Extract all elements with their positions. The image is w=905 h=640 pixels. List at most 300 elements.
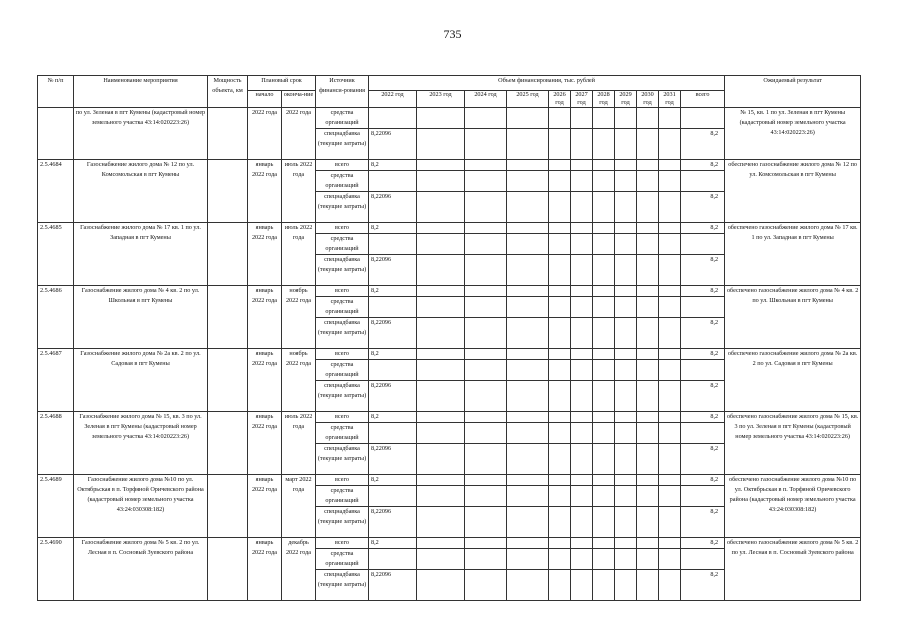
value-total: 8,2 (681, 507, 725, 538)
capacity-cell (208, 475, 248, 538)
header-name: Наименование мероприятия (74, 76, 208, 108)
value-year-empty (593, 360, 615, 381)
value-year-empty (507, 192, 549, 223)
value-year-empty (571, 475, 593, 486)
value-year-empty (615, 507, 637, 538)
value-year-empty (571, 570, 593, 601)
table-row (38, 349, 861, 360)
funding-source: спецнадбавка (текущие затраты) (316, 570, 369, 601)
term-start: январь 2022 года (248, 475, 282, 538)
value-year-empty (659, 234, 681, 255)
value-year-empty (593, 234, 615, 255)
value-year-empty (507, 349, 549, 360)
term-start: январь 2022 года (248, 538, 282, 601)
value-year-empty (465, 486, 507, 507)
header-term-start: начало (248, 91, 282, 108)
value-year-empty (615, 570, 637, 601)
value-year-empty (549, 412, 571, 423)
value-year-empty (637, 349, 659, 360)
value-year-empty (549, 444, 571, 475)
value-year-empty (571, 129, 593, 160)
value-total (681, 297, 725, 318)
funding-source: средства организаций (316, 549, 369, 570)
value-year-empty (417, 297, 465, 318)
value-year-empty (465, 234, 507, 255)
value-year-empty (593, 192, 615, 223)
header-result: Ожидаемый результат (725, 76, 861, 108)
value-year-empty (637, 507, 659, 538)
value-year-empty (571, 486, 593, 507)
value-2022 (369, 234, 417, 255)
value-year-empty (615, 223, 637, 234)
value-total: 8,2 (681, 381, 725, 412)
value-year-empty (417, 381, 465, 412)
value-year-empty (465, 538, 507, 549)
value-year-empty (417, 538, 465, 549)
value-year-empty (571, 192, 593, 223)
funding-source: средства организаций (316, 171, 369, 192)
expected-result: обеспечено газоснабжение жилого дома № 4 кв. 2 по ул. Школьная в пгт Кумены (725, 286, 861, 349)
value-year-empty (571, 108, 593, 129)
value-year-empty (507, 507, 549, 538)
funding-source: спецнадбавка (текущие затраты) (316, 255, 369, 286)
term-start: 2022 года (248, 108, 282, 160)
value-total: 8,2 (681, 318, 725, 349)
value-total: 8,2 (681, 538, 725, 549)
value-year-empty (549, 108, 571, 129)
funding-source: спецнадбавка (текущие затраты) (316, 381, 369, 412)
expected-result: обеспечено газоснабжение жилого дома №10 по ул. Октябрьская в п. Торфяной Оричевского района (кадастровый номер земельного участка 43:24:030308:182) (725, 475, 861, 538)
value-year-empty (507, 171, 549, 192)
value-year-empty (637, 297, 659, 318)
capacity-cell (208, 108, 248, 160)
event-name: Газоснабжение жилого дома № 5 кв. 2 по ул. Лесная в п. Сосновый Зуевского района (74, 538, 208, 601)
value-year-empty (615, 234, 637, 255)
row-number: 2.5.4688 (38, 412, 74, 475)
value-year-empty (637, 318, 659, 349)
capacity-cell (208, 160, 248, 223)
value-year-empty (593, 412, 615, 423)
value-year-empty (507, 475, 549, 486)
header-year: 2027 год (571, 91, 593, 108)
value-year-empty (593, 349, 615, 360)
value-year-empty (571, 549, 593, 570)
value-year-empty (593, 108, 615, 129)
funding-source: всего (316, 475, 369, 486)
value-year-empty (593, 297, 615, 318)
value-total (681, 549, 725, 570)
value-year-empty (571, 412, 593, 423)
value-year-empty (637, 549, 659, 570)
value-year-empty (465, 412, 507, 423)
value-2022: 8,22096 (369, 129, 417, 160)
value-year-empty (659, 412, 681, 423)
term-start: январь 2022 года (248, 223, 282, 286)
value-2022: 8,2 (369, 286, 417, 297)
header-term-end: оконча-ние (282, 91, 316, 108)
value-year-empty (549, 286, 571, 297)
value-year-empty (659, 192, 681, 223)
funding-source: средства организаций (316, 297, 369, 318)
value-year-empty (571, 297, 593, 318)
value-year-empty (507, 286, 549, 297)
value-year-empty (615, 538, 637, 549)
value-year-empty (417, 475, 465, 486)
value-year-empty (637, 108, 659, 129)
value-year-empty (659, 538, 681, 549)
value-year-empty (507, 549, 549, 570)
value-year-empty (417, 255, 465, 286)
funding-source: всего (316, 286, 369, 297)
value-year-empty (637, 475, 659, 486)
header-year: 2029 год (615, 91, 637, 108)
value-year-empty (571, 444, 593, 475)
value-year-empty (417, 349, 465, 360)
value-year-empty (593, 570, 615, 601)
header-year: 2024 год (465, 91, 507, 108)
value-year-empty (549, 160, 571, 171)
value-year-empty (417, 108, 465, 129)
event-name: Газоснабжение жилого дома №10 по ул. Октябрьская в п. Торфяной Оричевского района (кадастровый номер земельного участка 43:24:030308:182) (74, 475, 208, 538)
value-2022: 8,2 (369, 349, 417, 360)
value-year-empty (659, 108, 681, 129)
value-2022: 8,2 (369, 475, 417, 486)
table-row (38, 286, 861, 297)
term-end: ноябрь 2022 года (282, 349, 316, 412)
capacity-cell (208, 349, 248, 412)
value-year-empty (507, 360, 549, 381)
value-year-empty (615, 349, 637, 360)
value-year-empty (615, 486, 637, 507)
term-start: январь 2022 года (248, 412, 282, 475)
value-year-empty (659, 160, 681, 171)
expected-result: обеспечено газоснабжение жилого дома № 5 кв. 2 по ул. Лесная в п. Сосновый Зуевского района (725, 538, 861, 601)
value-year-empty (417, 570, 465, 601)
value-year-empty (637, 381, 659, 412)
value-year-empty (549, 255, 571, 286)
value-year-empty (417, 192, 465, 223)
value-total (681, 108, 725, 129)
capacity-cell (208, 286, 248, 349)
value-year-empty (507, 538, 549, 549)
value-year-empty (615, 171, 637, 192)
value-year-empty (637, 286, 659, 297)
value-year-empty (549, 570, 571, 601)
value-year-empty (507, 318, 549, 349)
value-2022 (369, 171, 417, 192)
value-year-empty (659, 349, 681, 360)
row-number: 2.5.4689 (38, 475, 74, 538)
value-year-empty (465, 381, 507, 412)
funding-source: всего (316, 538, 369, 549)
expected-result: № 15, кв. 1 по ул. Зеленая в пгт Кумены (кадастровый номер земельного участка 43:14:020223:26) (725, 108, 861, 160)
funding-source: спецнадбавка (текущие затраты) (316, 444, 369, 475)
header-volume: Объем финансирования, тыс. рублей (369, 76, 725, 91)
value-2022 (369, 423, 417, 444)
value-year-empty (549, 549, 571, 570)
value-year-empty (549, 381, 571, 412)
value-year-empty (507, 160, 549, 171)
funding-source: всего (316, 223, 369, 234)
funding-source: средства организаций (316, 108, 369, 129)
value-total (681, 486, 725, 507)
row-number: 2.5.4690 (38, 538, 74, 601)
term-end: март 2022 года (282, 475, 316, 538)
header-year: 2028 год (593, 91, 615, 108)
value-year-empty (593, 255, 615, 286)
value-year-empty (465, 160, 507, 171)
header-capacity: Мощность объекта, км (208, 76, 248, 108)
value-year-empty (507, 423, 549, 444)
value-year-empty (571, 234, 593, 255)
value-year-empty (571, 286, 593, 297)
value-year-empty (593, 160, 615, 171)
value-total (681, 234, 725, 255)
value-year-empty (417, 444, 465, 475)
value-year-empty (571, 318, 593, 349)
value-year-empty (417, 234, 465, 255)
value-year-empty (417, 318, 465, 349)
table-row (38, 160, 861, 171)
value-total: 8,2 (681, 412, 725, 423)
value-year-empty (615, 108, 637, 129)
value-year-empty (637, 486, 659, 507)
funding-source: всего (316, 160, 369, 171)
value-year-empty (465, 570, 507, 601)
value-year-empty (571, 507, 593, 538)
header-num: № п/п (38, 76, 74, 108)
value-2022: 8,22096 (369, 507, 417, 538)
value-year-empty (571, 255, 593, 286)
value-year-empty (549, 360, 571, 381)
value-total: 8,2 (681, 444, 725, 475)
event-name: по ул. Зеленая в пгт Кумены (кадастровый номер земельного участка 43:14:020223:26) (74, 108, 208, 160)
value-year-empty (465, 360, 507, 381)
header-row-1 (38, 76, 861, 91)
value-year-empty (615, 423, 637, 444)
value-year-empty (507, 223, 549, 234)
term-end: июль 2022 года (282, 223, 316, 286)
page-number: 735 (443, 27, 462, 41)
table-row (38, 108, 861, 129)
event-name: Газоснабжение жилого дома № 12 по ул. Комсомольская в пгт Кумены (74, 160, 208, 223)
value-year-empty (615, 160, 637, 171)
term-end: ноябрь 2022 года (282, 286, 316, 349)
value-year-empty (507, 381, 549, 412)
funding-source: спецнадбавка (текущие затраты) (316, 318, 369, 349)
value-year-empty (465, 286, 507, 297)
value-year-empty (549, 349, 571, 360)
value-year-empty (615, 360, 637, 381)
value-year-empty (465, 297, 507, 318)
value-2022: 8,22096 (369, 318, 417, 349)
value-2022: 8,2 (369, 412, 417, 423)
header-year: 2030 год (637, 91, 659, 108)
header-year: 2031 год (659, 91, 681, 108)
value-total: 8,2 (681, 255, 725, 286)
value-total (681, 360, 725, 381)
event-name: Газоснабжение жилого дома № 2а кв. 2 по ул. Садовая в пгт Кумены (74, 349, 208, 412)
value-year-empty (659, 255, 681, 286)
value-year-empty (659, 486, 681, 507)
value-year-empty (637, 234, 659, 255)
value-year-empty (615, 549, 637, 570)
value-year-empty (593, 129, 615, 160)
value-year-empty (465, 129, 507, 160)
value-year-empty (549, 318, 571, 349)
value-year-empty (593, 486, 615, 507)
expected-result: обеспечено газоснабжение жилого дома № 12 по ул. Комсомольская в пгт Кумены (725, 160, 861, 223)
funding-source: средства организаций (316, 234, 369, 255)
value-year-empty (659, 297, 681, 318)
value-year-empty (637, 360, 659, 381)
expected-result: обеспечено газоснабжение жилого дома № 2а кв. 2 по ул. Садовая в пгт Кумены (725, 349, 861, 412)
value-year-empty (659, 318, 681, 349)
value-year-empty (637, 423, 659, 444)
table-row (38, 475, 861, 486)
value-year-empty (549, 171, 571, 192)
value-2022 (369, 549, 417, 570)
value-year-empty (549, 475, 571, 486)
value-total: 8,2 (681, 286, 725, 297)
value-2022 (369, 108, 417, 129)
funding-source: всего (316, 349, 369, 360)
value-year-empty (571, 381, 593, 412)
term-start: январь 2022 года (248, 160, 282, 223)
value-year-empty (659, 223, 681, 234)
capacity-cell (208, 412, 248, 475)
value-year-empty (659, 444, 681, 475)
value-2022 (369, 297, 417, 318)
financing-table (37, 75, 861, 601)
value-year-empty (417, 286, 465, 297)
value-year-empty (417, 423, 465, 444)
value-year-empty (571, 360, 593, 381)
value-year-empty (659, 360, 681, 381)
header-total: всего (681, 91, 725, 108)
value-year-empty (465, 475, 507, 486)
header-source: Источник финанси-рования (316, 76, 369, 108)
value-year-empty (507, 570, 549, 601)
funding-source: спецнадбавка (текущие затраты) (316, 129, 369, 160)
value-year-empty (417, 223, 465, 234)
value-year-empty (615, 129, 637, 160)
term-start: январь 2022 года (248, 349, 282, 412)
value-year-empty (417, 549, 465, 570)
value-year-empty (615, 255, 637, 286)
value-year-empty (659, 171, 681, 192)
value-year-empty (615, 318, 637, 349)
value-year-empty (417, 129, 465, 160)
value-2022: 8,22096 (369, 570, 417, 601)
table-row (38, 412, 861, 423)
value-year-empty (615, 412, 637, 423)
capacity-cell (208, 538, 248, 601)
value-year-empty (465, 349, 507, 360)
value-year-empty (593, 171, 615, 192)
value-year-empty (465, 423, 507, 444)
header-year: 2022 год (369, 91, 417, 108)
value-year-empty (549, 507, 571, 538)
capacity-cell (208, 223, 248, 286)
row-number: 2.5.4685 (38, 223, 74, 286)
expected-result: обеспечено газоснабжение жилого дома № 17 кв. 1 по ул. Западная в пгт Кумены (725, 223, 861, 286)
value-2022 (369, 360, 417, 381)
value-year-empty (659, 549, 681, 570)
value-year-empty (659, 129, 681, 160)
table-row (38, 223, 861, 234)
value-year-empty (507, 234, 549, 255)
value-total: 8,2 (681, 129, 725, 160)
value-year-empty (637, 538, 659, 549)
value-year-empty (615, 381, 637, 412)
value-year-empty (593, 549, 615, 570)
value-year-empty (637, 129, 659, 160)
value-year-empty (659, 570, 681, 601)
value-year-empty (637, 255, 659, 286)
value-year-empty (507, 108, 549, 129)
value-year-empty (615, 297, 637, 318)
value-year-empty (465, 171, 507, 192)
value-year-empty (615, 444, 637, 475)
value-year-empty (549, 486, 571, 507)
value-2022: 8,22096 (369, 255, 417, 286)
value-year-empty (549, 297, 571, 318)
value-2022: 8,2 (369, 538, 417, 549)
value-total (681, 171, 725, 192)
value-year-empty (549, 192, 571, 223)
funding-source: всего (316, 412, 369, 423)
value-year-empty (659, 423, 681, 444)
funding-source: спецнадбавка (текущие затраты) (316, 507, 369, 538)
value-year-empty (593, 318, 615, 349)
value-year-empty (417, 360, 465, 381)
value-year-empty (593, 286, 615, 297)
funding-source: средства организаций (316, 360, 369, 381)
value-year-empty (465, 108, 507, 129)
value-year-empty (571, 349, 593, 360)
value-year-empty (571, 538, 593, 549)
value-total: 8,2 (681, 475, 725, 486)
header-year: 2025 год (507, 91, 549, 108)
table-row (38, 538, 861, 549)
value-year-empty (637, 570, 659, 601)
value-year-empty (593, 507, 615, 538)
value-year-empty (549, 234, 571, 255)
value-2022: 8,2 (369, 160, 417, 171)
event-name: Газоснабжение жилого дома № 4 кв. 2 по ул. Школьная в пгт Кумены (74, 286, 208, 349)
value-year-empty (507, 486, 549, 507)
value-total: 8,2 (681, 349, 725, 360)
value-year-empty (417, 160, 465, 171)
value-year-empty (571, 423, 593, 444)
value-total: 8,2 (681, 192, 725, 223)
value-total: 8,2 (681, 160, 725, 171)
funding-source: средства организаций (316, 423, 369, 444)
value-year-empty (593, 444, 615, 475)
event-name: Газоснабжение жилого дома № 15, кв. 3 по ул. Зеленая в пгт Кумены (кадастровый номер земельного участка 43:14:020223:26) (74, 412, 208, 475)
event-name: Газоснабжение жилого дома № 17 кв. 1 по ул. Западная в пгт Кумены (74, 223, 208, 286)
value-year-empty (637, 192, 659, 223)
value-year-empty (637, 444, 659, 475)
term-start: январь 2022 года (248, 286, 282, 349)
value-year-empty (507, 255, 549, 286)
value-year-empty (593, 223, 615, 234)
value-year-empty (659, 381, 681, 412)
value-year-empty (465, 192, 507, 223)
term-end: 2022 года (282, 108, 316, 160)
value-year-empty (593, 475, 615, 486)
